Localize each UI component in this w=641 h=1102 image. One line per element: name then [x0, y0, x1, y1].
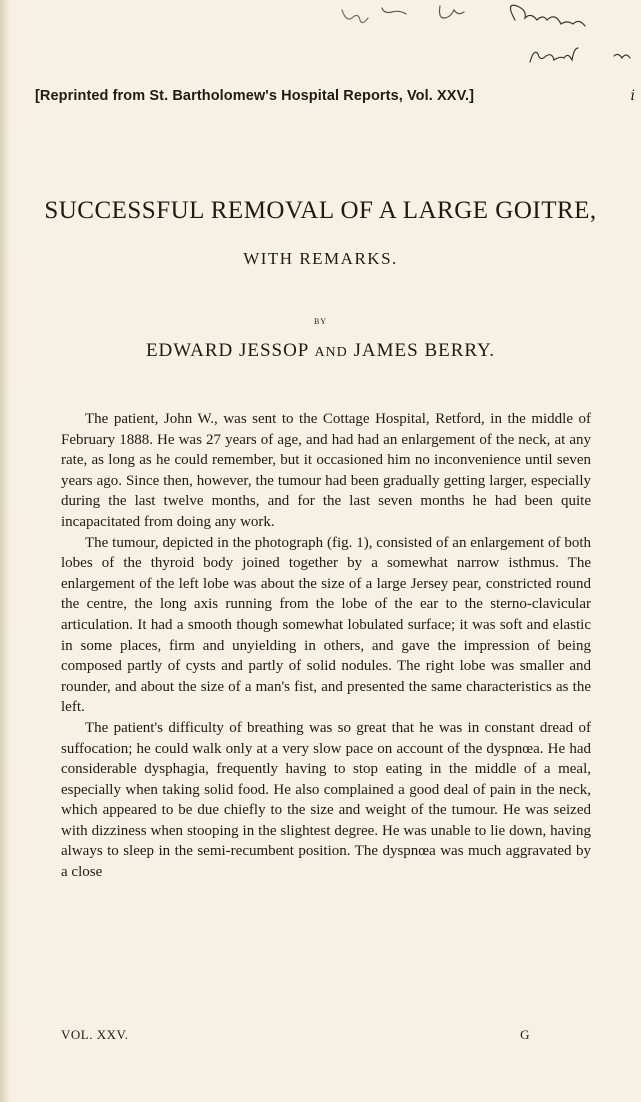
paragraph: The tumour, depicted in the photograph (fig. 1), consisted of an enlargement of both lobes of the thyroid body joined together by a somewhat narrow isthmus. The enlargement of the left lobe was about the size of a large Jersey pear, constricted round the centre, the long axis running from the lobe of the ear to the sterno-clavicular articulation. It had a smooth though somewhat lobulated surface; it was soft and elastic in some places, firm and unyielding in others, and gave the impression of being composed partly of cysts and partly of solid nodules. The right lobe was smaller and rounder, and about the size of a man's fist, and presented the same characteristics as the left. [61, 534, 591, 716]
edge-mark: i [630, 88, 635, 104]
author-1: EDWARD JESSOP [145, 340, 309, 361]
authors [0, 340, 641, 362]
reprint-notice: [Reprinted from St. Bartholomew's Hospital Reports, Vol. XXV.] [35, 88, 475, 104]
article-subtitle: WITH REMARKS. [243, 249, 398, 268]
paragraph: The patient, John W., was sent to the Cottage Hospital, Retford, in the middle of February 1888. He was 27 years of age, and had had an enlargement of the neck, at any rate, as long as he could remember, but it occasioned him no inconvenience until seven years ago. Since then, however, the tumour had been gradually getting larger, especially during the last twelve months, and for the last seven months he had been quite incapacitated from doing any work. [61, 411, 591, 530]
handwritten-inscription [320, 0, 641, 85]
page-footer [61, 1027, 591, 1043]
signature-mark: G [520, 1027, 530, 1042]
volume-label: VOL. XXV. [61, 1027, 129, 1042]
article-body [61, 409, 591, 883]
byline-by: BY [313, 317, 328, 326]
article-title: SUCCESSFUL REMOVAL OF A LARGE GOITRE, [44, 197, 597, 224]
paragraph: The patient's difficulty of breathing was so great that he was in constant dread of suffocation; he could walk only at a very slow pace on account of the dyspnœa. He had considerable dysphagia, frequently having to stop eating in the middle of a meal, especially when taking solid food. He also complained a good deal of pain in the neck, which appeared to be due chiefly to the size and weight of the tumour. He was seized with dizziness when stooping in the slightest degree. He was unable to lie down, having always to sleep in the semi-recumbent position. The dyspnœa was much aggravated by a close [61, 719, 591, 881]
author-conjunction: AND [314, 345, 348, 360]
page-edge-shadow [0, 0, 10, 1102]
author-2: JAMES BERRY. [353, 340, 496, 361]
